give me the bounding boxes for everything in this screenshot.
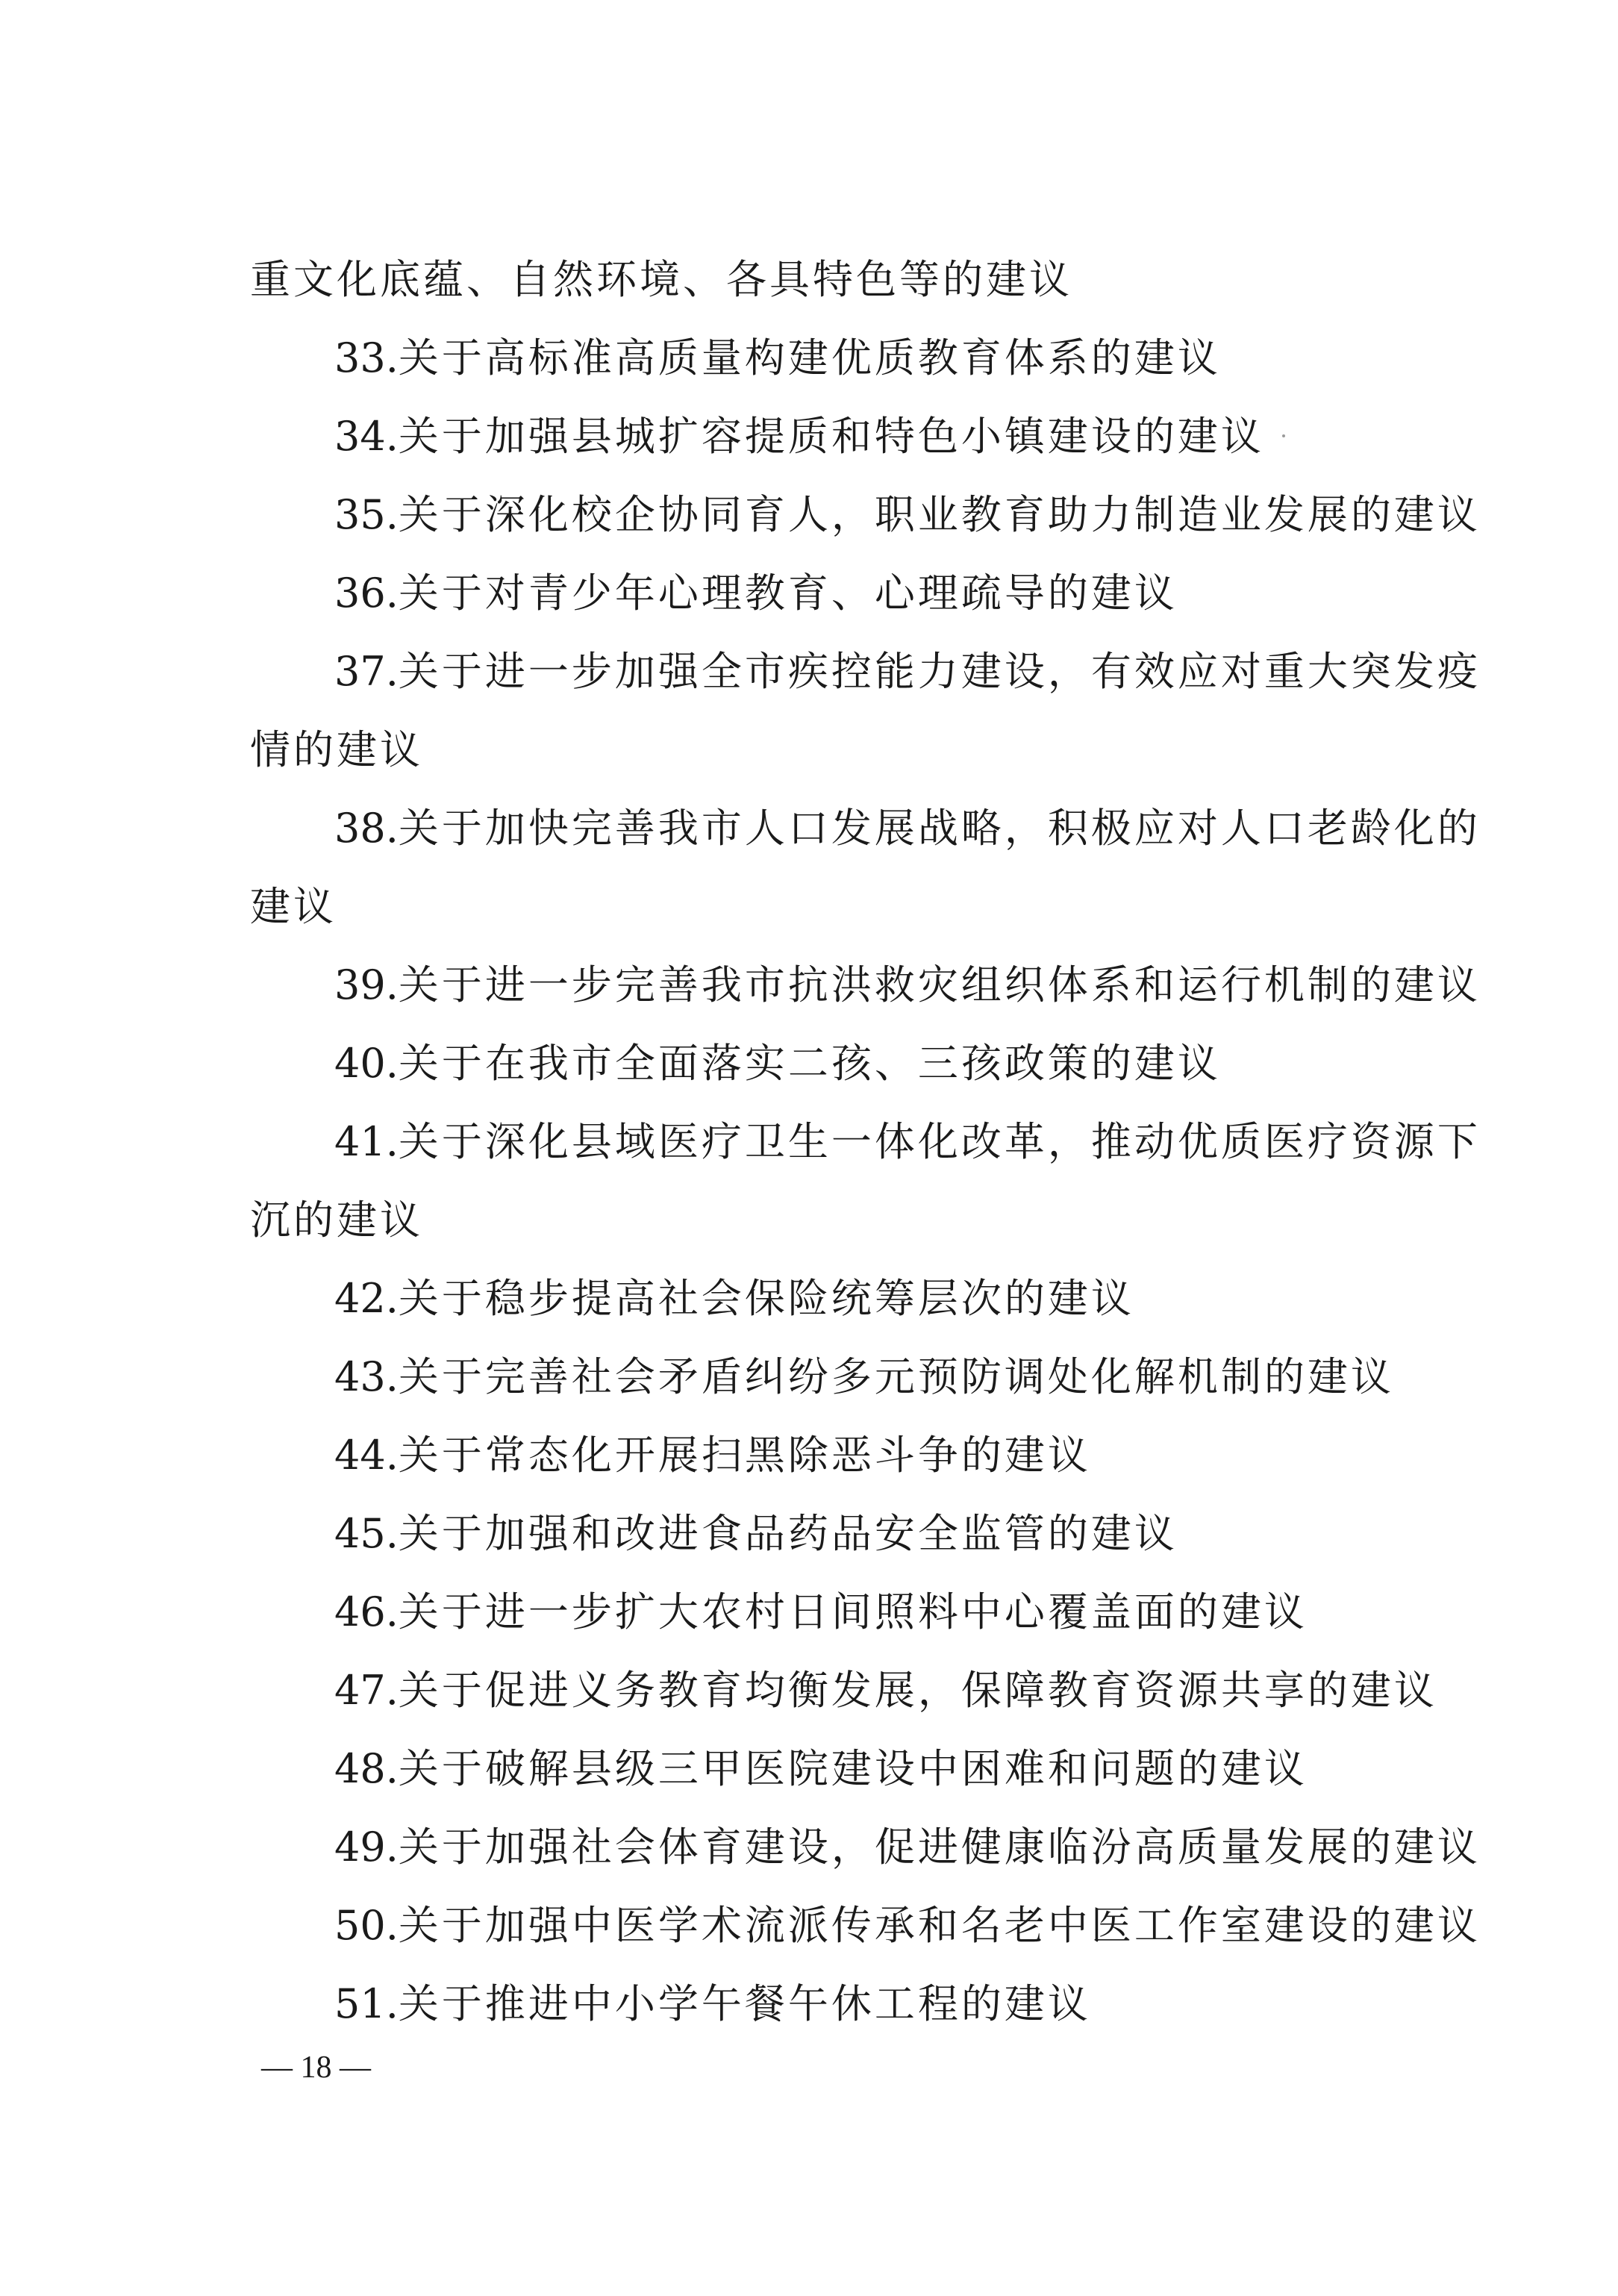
item-text: 关于加强社会体育建设，促进健康临汾高质量发展的建议 <box>398 1824 1481 1871</box>
item-text: 关于促进义务教育均衡发展，保障教育资源共享的建议 <box>398 1667 1437 1714</box>
item-number: 46. <box>334 1588 399 1635</box>
text-line <box>250 881 337 933</box>
list-item <box>334 489 1481 541</box>
list-item <box>334 1116 1481 1168</box>
item-number: 44. <box>334 1432 399 1479</box>
list-item <box>334 1743 1308 1795</box>
item-number: 34. <box>334 413 399 460</box>
item-text: 关于常态化开展扫黑除恶斗争的建议 <box>398 1432 1091 1479</box>
list-item <box>334 1586 1308 1638</box>
item-text: 关于深化县域医疗卫生一体化改革，推动优质医疗资源下 <box>398 1118 1481 1165</box>
list-item <box>334 567 1178 620</box>
item-number: 50. <box>334 1902 399 1949</box>
item-text: 关于破解县级三甲医院建设中困难和问题的建议 <box>398 1745 1308 1792</box>
page-number: — 18 — <box>261 2050 371 2085</box>
item-text: 关于加强县城扩容提质和特色小镇建设的建议 <box>398 413 1264 460</box>
item-text: 关于对青少年心理教育、心理疏导的建议 <box>398 570 1178 617</box>
text-line <box>250 1194 423 1247</box>
item-number: 47. <box>334 1667 399 1714</box>
line-text: 沉的建议 <box>250 1197 423 1244</box>
item-text: 关于高标准高质量构建优质教育体系的建议 <box>398 334 1221 381</box>
list-item <box>334 1038 1221 1090</box>
item-number: 39. <box>334 961 399 1008</box>
item-number: 38. <box>334 805 399 852</box>
item-text: 关于进一步扩大农村日间照料中心覆盖面的建议 <box>398 1588 1308 1635</box>
item-text: 关于加强中医学术流派传承和名老中医工作室建设的建议 <box>398 1902 1481 1949</box>
list-item <box>334 411 1264 463</box>
list-item <box>334 646 1481 698</box>
item-number: 36. <box>334 570 399 617</box>
item-text: 关于加强和改进食品药品安全监管的建议 <box>398 1510 1178 1557</box>
item-text: 关于在我市全面落实二孩、三孩政策的建议 <box>398 1040 1221 1087</box>
item-text: 关于深化校企协同育人，职业教育助力制造业发展的建议 <box>398 491 1481 538</box>
line-text: 情的建议 <box>250 726 423 773</box>
item-number: 49. <box>334 1824 399 1871</box>
item-number: 51. <box>334 1980 399 2027</box>
list-item <box>334 1508 1178 1560</box>
item-text: 关于进一步加强全市疾控能力建设，有效应对重大突发疫 <box>398 648 1481 695</box>
text-line <box>250 724 423 776</box>
item-number: 37. <box>334 648 399 695</box>
item-number: 35. <box>334 491 399 538</box>
item-text: 关于推进中小学午餐午休工程的建议 <box>398 1980 1091 2027</box>
list-item <box>334 1821 1481 1874</box>
item-number: 33. <box>334 334 399 381</box>
line-text: 建议 <box>250 883 337 930</box>
item-text: 关于稳步提高社会保险统筹层次的建议 <box>398 1275 1134 1322</box>
list-item <box>334 802 1481 855</box>
item-text: 关于完善社会矛盾纠纷多元预防调处化解机制的建议 <box>398 1353 1394 1400</box>
item-number: 48. <box>334 1745 399 1792</box>
list-item <box>334 1900 1481 1952</box>
list-item <box>334 959 1481 1011</box>
list-item <box>334 332 1221 384</box>
item-number: 43. <box>334 1353 399 1400</box>
list-item <box>334 1429 1091 1482</box>
list-item <box>334 1273 1134 1325</box>
list-item <box>334 1351 1394 1403</box>
text-line <box>250 254 1072 306</box>
item-number: 45. <box>334 1510 399 1557</box>
scan-speck <box>1282 434 1285 437</box>
list-item <box>334 1978 1091 2030</box>
item-text: 关于加快完善我市人口发展战略，积极应对人口老龄化的 <box>398 805 1481 852</box>
item-number: 42. <box>334 1275 399 1322</box>
line-text: 重文化底蕴、自然环境、各具特色等的建议 <box>250 256 1072 303</box>
list-item <box>334 1665 1437 1717</box>
item-number: 41. <box>334 1118 399 1165</box>
item-text: 关于进一步完善我市抗洪救灾组织体系和运行机制的建议 <box>398 961 1481 1008</box>
item-number: 40. <box>334 1040 399 1087</box>
